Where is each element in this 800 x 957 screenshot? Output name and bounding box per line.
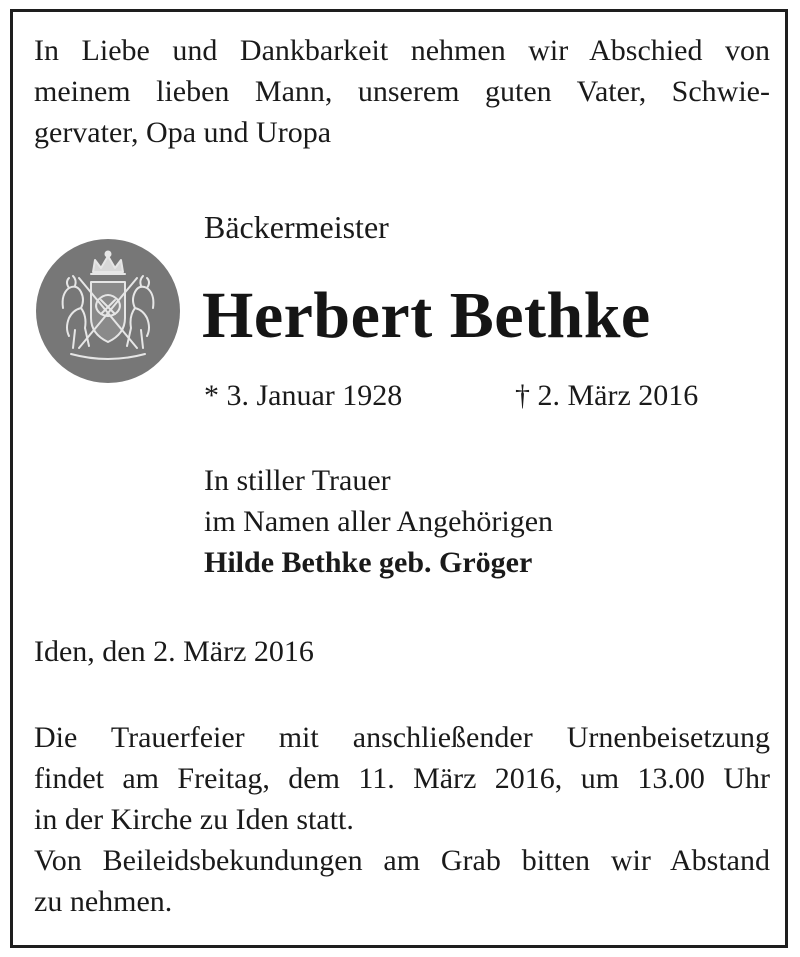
intro-line-2: meinem lieben Mann, unserem guten Vater, Schwie- bbox=[34, 75, 770, 108]
death-date: † 2. März 2016 bbox=[515, 379, 699, 412]
place-and-date: Iden, den 2. März 2016 bbox=[34, 635, 314, 668]
service-line-1: Die Trauerfeier mit anschließender Urnenbeisetzung bbox=[34, 721, 770, 754]
service-line-2: findet am Freitag, dem 11. März 2016, um 13.00 Uhr bbox=[34, 762, 770, 795]
profession-title: Bäckermeister bbox=[204, 209, 389, 245]
intro-line-3: gervater, Opa und Uropa bbox=[34, 116, 332, 149]
service-info bbox=[34, 717, 770, 922]
intro-text bbox=[34, 30, 770, 153]
signatory-name: Hilde Bethke geb. Gröger bbox=[204, 546, 533, 579]
mourners-line-1: In stiller Trauer bbox=[204, 464, 391, 497]
service-line-5: zu nehmen. bbox=[34, 885, 173, 918]
birth-date: * 3. Januar 1928 bbox=[204, 379, 403, 412]
intro-line-1: In Liebe und Dankbarkeit nehmen wir Abschied von bbox=[34, 34, 770, 67]
mourners-block bbox=[204, 460, 553, 583]
baker-guild-crest-icon bbox=[35, 238, 181, 384]
mourners-line-2: im Namen aller Angehörigen bbox=[204, 505, 554, 538]
service-line-4: Von Beileidsbekundungen am Grab bitten wir Abstand bbox=[34, 844, 770, 877]
deceased-name: Herbert Bethke bbox=[202, 279, 651, 352]
service-line-3: in der Kirche zu Iden statt. bbox=[34, 803, 354, 836]
